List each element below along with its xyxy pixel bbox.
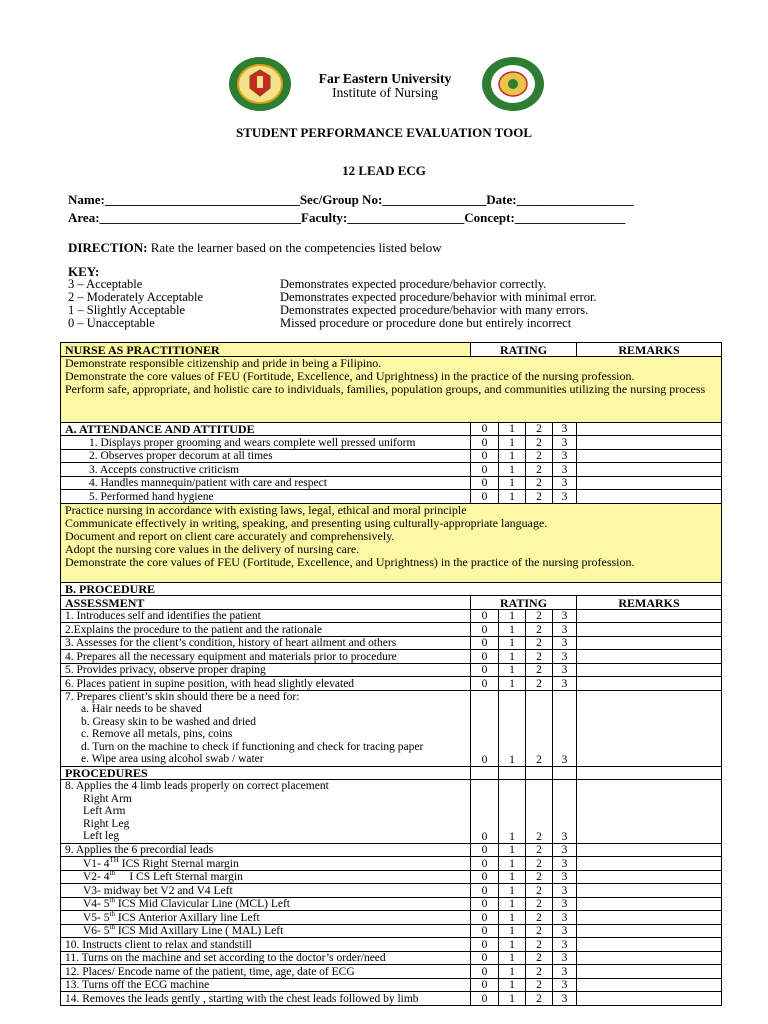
rating-cell-1[interactable]: 1 [499,449,526,463]
competency-text: Communicate effectively in writing, speaking, and presenting using culturally-appropriate language. [65,515,548,530]
table-row [61,938,722,952]
remarks-header: REMARKS [577,596,722,610]
rating-cell-0[interactable]: 0 [471,677,499,691]
rating-cell-0[interactable]: 0 [471,609,499,623]
procedure-item: 13. Turns off the ECG machine [61,978,471,992]
table-row [61,636,722,650]
remarks-header: REMARKS [577,343,722,357]
rating-cell-0[interactable]: 0 [471,924,499,938]
remarks-cell[interactable] [577,650,722,664]
rating-cell-1[interactable]: 1 [499,623,526,637]
rating-cell-0[interactable]: 0 [471,884,499,898]
rating-cell-2[interactable]: 2 [526,476,553,490]
rating-cell-0[interactable]: 0 [471,476,499,490]
remarks-cell[interactable] [577,965,722,979]
table-row [61,911,722,925]
table-row [61,978,722,992]
table-row [61,780,722,844]
rating-cell-1[interactable]: 1 [499,436,526,450]
remarks-cell[interactable] [577,857,722,871]
item-label: 8. Applies the 4 limb leads properly on correct placement [65,780,329,792]
rating-cell-2[interactable]: 2 [526,951,553,965]
sub-item: Left Arm [83,805,126,817]
rating-cell-0[interactable]: 0 [471,490,499,504]
rating-cell-3[interactable]: 3 [553,911,577,925]
competency-text: Demonstrate responsible citizenship and pride in being a Filipino. [65,356,382,370]
university-name-block [300,72,470,100]
remarks-cell[interactable] [577,436,722,450]
rating-cell-3[interactable]: 3 [553,463,577,477]
rating-cell-2[interactable]: 2 [526,490,553,504]
remarks-cell[interactable] [577,978,722,992]
rating-cell-1[interactable]: 1 [499,965,526,979]
rating-cell-2[interactable]: 2 [526,690,553,766]
table-row [61,609,722,623]
rating-cell-0[interactable]: 0 [471,843,499,857]
rating-cell-2[interactable]: 2 [526,911,553,925]
precordial-lead: V2- 4th I CS Left Sternal margin [61,870,471,884]
procedure-item: 11. Turns on the machine and set according to the doctor’s order/need [61,951,471,965]
assessment-item: 6. Places patient in supine position, with head slightly elevated [61,677,471,691]
rating-cell-1[interactable]: 1 [499,609,526,623]
rating-cell-0[interactable]: 0 [471,897,499,911]
rating-cell-1[interactable]: 1 [499,978,526,992]
key-row [68,317,597,330]
table-row [61,951,722,965]
sub-item: c. Remove all metals, pins, coins [81,728,233,740]
rating-cell-1[interactable]: 1 [499,476,526,490]
section-b-heading: B. PROCEDURE [61,582,722,596]
rating-cell-3[interactable]: 3 [553,636,577,650]
attendance-item: 3. Accepts constructive criticism [61,463,471,477]
rating-cell-1[interactable]: 1 [499,924,526,938]
remarks-cell[interactable] [577,911,722,925]
table-row [61,623,722,637]
rating-cell-1[interactable]: 1 [499,897,526,911]
rating-cell-2[interactable]: 2 [526,938,553,952]
table-row [61,897,722,911]
rating-cell-3[interactable]: 3 [553,897,577,911]
rating-cell-0[interactable]: 0 [471,978,499,992]
rating-cell-2[interactable]: 2 [526,663,553,677]
table-row [61,663,722,677]
table-row [61,992,722,1006]
remarks-cell[interactable] [577,897,722,911]
rating-cell-1[interactable]: 1 [499,780,526,844]
rating-cell-3[interactable]: 3 [553,490,577,504]
procedures-header: PROCEDURES [61,766,471,780]
rating-cell-2[interactable]: 2 [526,650,553,664]
rating-cell-0[interactable]: 0 [471,663,499,677]
assessment-header: ASSESSMENT [61,596,471,610]
table-row [61,650,722,664]
rating-cell-2[interactable]: 2 [526,992,553,1006]
rating-cell-2[interactable]: 2 [526,843,553,857]
rating-cell-0[interactable]: 0 [471,992,499,1006]
rating-cell-3[interactable]: 3 [553,924,577,938]
rating-cell-0[interactable]: 0 [471,636,499,650]
rating-cell-3[interactable]: 3 [553,623,577,637]
rating-cell-2[interactable]: 2 [526,857,553,871]
assessment-item: 4. Prepares all the necessary equipment and materials prior to procedure [61,650,471,664]
attendance-item: 4. Handles mannequin/patient with care and respect [61,476,471,490]
document-title: STUDENT PERFORMANCE EVALUATION TOOL [235,125,533,140]
rating-cell-2[interactable]: 2 [526,677,553,691]
rating-cell-2[interactable]: 2 [526,978,553,992]
remarks-cell[interactable] [577,884,722,898]
remarks-cell[interactable] [577,870,722,884]
remarks-cell[interactable] [577,992,722,1006]
procedure-item: 9. Applies the 6 precordial leads [61,843,471,857]
rating-cell-0[interactable]: 0 [471,436,499,450]
table-row [61,965,722,979]
rating-cell-0[interactable]: 0 [471,857,499,871]
rating-cell-2[interactable]: 2 [526,609,553,623]
rating-cell-3[interactable]: 3 [553,609,577,623]
precordial-lead: V3- midway bet V2 and V4 Left [61,884,471,898]
remarks-cell[interactable] [577,938,722,952]
direction-label: DIRECTION: [68,240,148,255]
table-row [61,870,722,884]
rating-cell-0[interactable]: 0 [471,463,499,477]
rating-cell-0[interactable]: 0 [471,690,499,766]
attendance-item: 1. Displays proper grooming and wears complete well pressed uniform [61,436,471,450]
rating-cell-3[interactable]: 3 [553,951,577,965]
rating-cell-0[interactable]: 0 [471,938,499,952]
direction-body: Rate the learner based on the competencies listed below [147,240,442,255]
table-row [61,449,722,463]
remarks-cell[interactable] [577,677,722,691]
section-a-heading: A. ATTENDANCE AND ATTITUDE [61,422,471,436]
rating-cell-3[interactable]: 3 [553,449,577,463]
competencies-block-2 [61,503,722,582]
table-row [61,924,722,938]
table-row [61,884,722,898]
rating-cell-3[interactable]: 3 [553,690,577,766]
procedure-item: 10. Instructs client to relax and standstill [61,938,471,952]
rating-cell-1[interactable]: 1 [499,663,526,677]
rating-cell-3[interactable]: 3 [553,436,577,450]
rating-cell-3[interactable]: 3 [553,780,577,844]
remarks-cell[interactable] [577,449,722,463]
remarks-cell[interactable] [577,476,722,490]
rating-cell-3[interactable]: 3 [553,992,577,1006]
university-seal-icon [228,56,292,112]
sub-item: Right Leg [83,817,130,830]
nurse-practitioner-header: NURSE AS PRACTITIONER [61,343,471,357]
remarks-cell[interactable] [577,422,722,436]
assessment-item: 2.Explains the procedure to the patient and the rationale [61,623,471,637]
key-score: 1 – Slightly Acceptable [68,303,185,317]
rating-cell-2[interactable]: 2 [526,870,553,884]
table-row [61,436,722,450]
rating-cell-1[interactable]: 1 [499,650,526,664]
rating-cell-1[interactable]: 1 [499,884,526,898]
attendance-item: 5. Performed hand hygiene [61,490,471,504]
document-subtitle: 12 LEAD ECG [342,163,426,178]
competency-text: Perform safe, appropriate, and holistic care to individuals, families, population groups, and communities utilizing the nursing process [65,381,706,396]
rating-cell-1[interactable]: 1 [499,690,526,766]
rating-cell-1[interactable]: 1 [499,677,526,691]
rating-cell-2[interactable]: 2 [526,623,553,637]
direction-text [68,240,442,256]
remarks-cell[interactable] [577,690,722,766]
rating-cell-2[interactable]: 2 [526,897,553,911]
remarks-cell[interactable] [577,623,722,637]
rating-key [68,265,597,330]
remarks-cell[interactable] [577,843,722,857]
rating-cell-3[interactable]: 3 [553,978,577,992]
sub-item: e. Wipe area using alcohol swab / water [81,753,264,765]
remarks-cell[interactable] [577,609,722,623]
rating-cell-0[interactable]: 0 [471,870,499,884]
remarks-cell[interactable] [577,463,722,477]
procedure-item-8 [61,780,471,844]
rating-cell-0[interactable]: 0 [471,965,499,979]
rating-cell-3[interactable]: 3 [553,884,577,898]
table-row [61,857,722,871]
sub-item: d. Turn on the machine to check if functioning and check for tracing paper [81,740,424,753]
table-row [61,490,722,504]
competency-text: Adopt the nursing core values in the delivery of nursing care. [65,541,360,556]
rating-cell-0[interactable]: 0 [471,911,499,925]
remarks-cell[interactable] [577,663,722,677]
competency-text: Demonstrate the core values of FEU (Fortitude, Excellence, and Uprightness) in the practice of the nursing profession. [65,368,635,383]
rating-cell-0[interactable]: 0 [471,623,499,637]
rating-cell-0[interactable]: 0 [471,422,499,436]
evaluation-table [60,342,722,1006]
rating-cell-3[interactable]: 3 [553,476,577,490]
assessment-item: 5. Provides privacy, observe proper draping [61,663,471,677]
rating-cell-0[interactable]: 0 [471,780,499,844]
rating-cell-3[interactable]: 3 [553,422,577,436]
key-score: 2 – Moderately Acceptable [68,290,204,304]
attendance-item: 2. Observes proper decorum at all times [61,449,471,463]
assessment-item: 1. Introduces self and identifies the patient [61,609,471,623]
competencies-block [61,356,722,422]
rating-cell-0[interactable]: 0 [471,449,499,463]
sub-item: Right Arm [83,792,132,805]
sub-item: b. Greasy skin to be washed and dried [81,715,257,728]
rating-cell-1[interactable]: 1 [499,463,526,477]
rating-cell-1[interactable]: 1 [499,911,526,925]
nursing-seal-icon [481,56,545,112]
key-meaning: Missed procedure or procedure done but entirely incorrect [280,316,572,330]
assessment-item-7 [61,690,471,766]
precordial-lead: V1- 4TH ICS Right Sternal margin [61,857,471,871]
institute-name: Institute of Nursing [332,85,438,100]
key-title: KEY: [68,264,100,279]
table-row [61,690,722,766]
rating-header: RATING [471,343,577,357]
assessment-item: 3. Assesses for the client’s condition, history of heart ailment and others [61,636,471,650]
rating-header: RATING [471,596,577,610]
key-score: 3 – Acceptable [68,277,143,291]
competency-text: Practice nursing in accordance with existing laws, legal, ethical and moral principle [65,503,467,517]
rating-cell-3[interactable]: 3 [553,843,577,857]
rating-cell-3[interactable]: 3 [553,663,577,677]
key-meaning: Demonstrates expected procedure/behavior with minimal error. [280,290,597,304]
sub-item: a. Hair needs to be shaved [81,703,202,715]
key-meaning: Demonstrates expected procedure/behavior correctly. [280,277,547,291]
rating-cell-1[interactable]: 1 [499,938,526,952]
key-meaning: Demonstrates expected procedure/behavior with many errors. [280,303,589,317]
form-fields-line-2[interactable]: Area:_______________________________Faculty:__________________Concept:_________________ [68,210,626,225]
rating-cell-2[interactable]: 2 [526,780,553,844]
rating-cell-1[interactable]: 1 [499,870,526,884]
rating-cell-2[interactable]: 2 [526,436,553,450]
rating-cell-3[interactable]: 3 [553,938,577,952]
item-label: 7. Prepares client’s skin should there be a need for: [65,690,300,703]
procedure-item: 14. Removes the leads gently , starting with the chest leads followed by limb [61,992,471,1006]
rating-cell-3[interactable]: 3 [553,650,577,664]
rating-cell-3[interactable]: 3 [553,677,577,691]
procedure-item: 12. Places/ Encode name of the patient, time, age, date of ECG [61,965,471,979]
table-row [61,843,722,857]
rating-cell-3[interactable]: 3 [553,965,577,979]
rating-cell-2[interactable]: 2 [526,636,553,650]
rating-cell-3[interactable]: 3 [553,870,577,884]
rating-cell-1[interactable]: 1 [499,422,526,436]
remarks-cell[interactable] [577,636,722,650]
rating-cell-1[interactable]: 1 [499,843,526,857]
remarks-cell[interactable] [577,951,722,965]
university-name: Far Eastern University [318,71,452,86]
competency-text: Demonstrate the core values of FEU (Fortitude, Excellence, and Uprightness) in the practice of the nursing profession. [65,554,635,569]
rating-cell-1[interactable]: 1 [499,992,526,1006]
form-fields-line-1[interactable]: Name:______________________________Sec/Group No:________________Date:__________________ [68,192,634,207]
precordial-lead: V5- 5th ICS Anterior Axillary line Left [61,911,471,925]
rating-cell-1[interactable]: 1 [499,857,526,871]
rating-cell-2[interactable]: 2 [526,884,553,898]
remarks-cell[interactable] [577,780,722,844]
sub-item: Left leg [83,830,120,842]
table-row [61,677,722,691]
rating-cell-1[interactable]: 1 [499,490,526,504]
rating-cell-1[interactable]: 1 [499,951,526,965]
rating-cell-2[interactable]: 2 [526,449,553,463]
rating-cell-2[interactable]: 2 [526,422,553,436]
rating-cell-2[interactable]: 2 [526,463,553,477]
rating-cell-2[interactable]: 2 [526,965,553,979]
precordial-lead: V6- 5th ICS Mid Axillary Line ( MAL) Left [61,924,471,938]
remarks-cell[interactable] [577,490,722,504]
document-header [0,56,768,120]
rating-cell-3[interactable]: 3 [553,857,577,871]
table-row [61,463,722,477]
rating-cell-0[interactable]: 0 [471,650,499,664]
rating-cell-0[interactable]: 0 [471,951,499,965]
rating-cell-2[interactable]: 2 [526,924,553,938]
key-score: 0 – Unacceptable [68,316,155,330]
competency-text: Document and report on client care accurately and comprehensively. [65,528,395,543]
rating-cell-1[interactable]: 1 [499,636,526,650]
table-row [61,476,722,490]
precordial-lead: V4- 5th ICS Mid Clavicular Line (MCL) Left [61,897,471,911]
remarks-cell[interactable] [577,924,722,938]
